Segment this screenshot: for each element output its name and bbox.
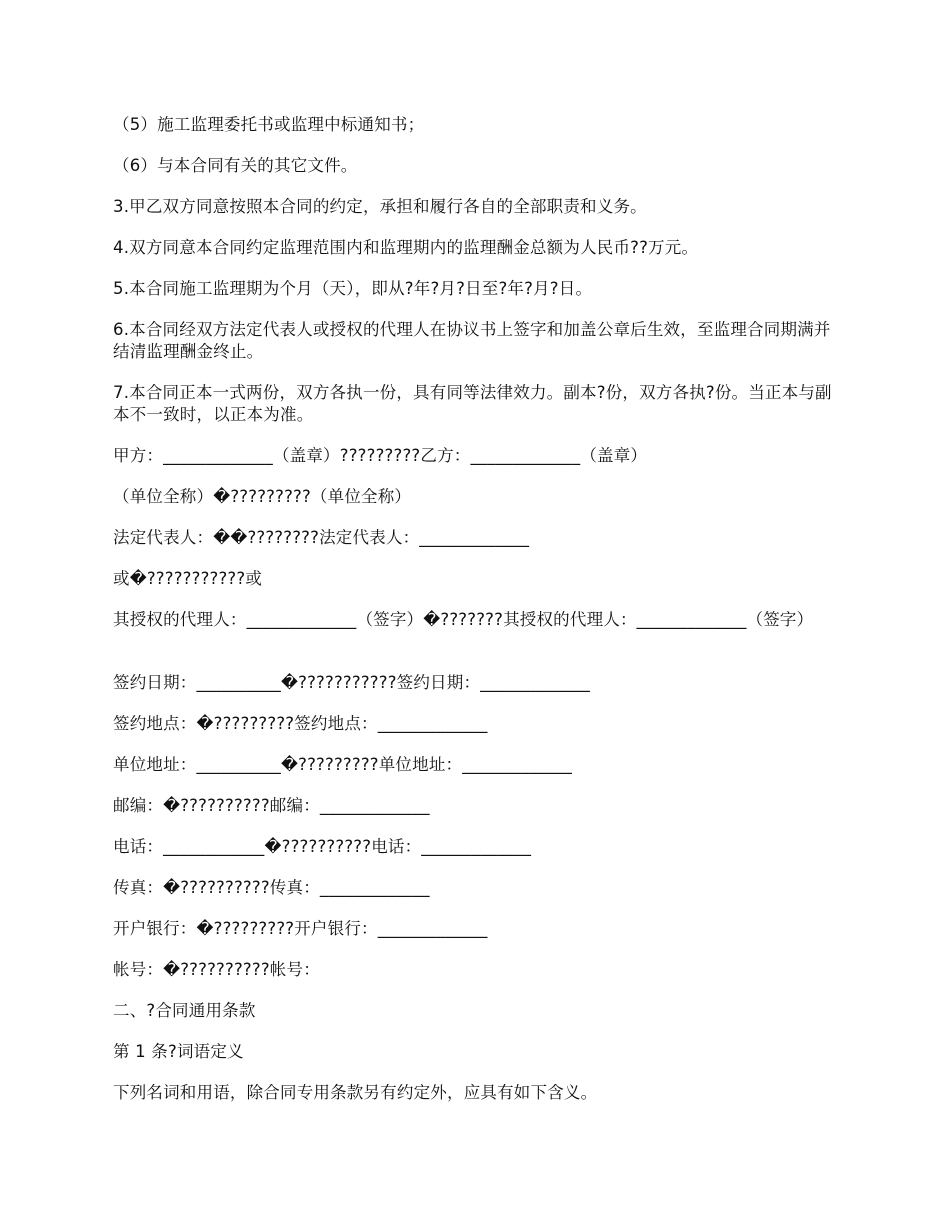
bank-row: 开户银行：�?????????开户银行：_____________ xyxy=(113,919,488,938)
fax-row: 传真：�??????????传真：_____________ xyxy=(113,878,430,897)
account-row: 帐号：�??????????帐号： xyxy=(113,960,320,979)
signature-or-row: 或�???????????或 xyxy=(113,569,263,588)
text-line-attachment-5: （5）施工监理委托书或监理中标通知书； xyxy=(113,115,425,134)
address-row: 单位地址：__________�?????????单位地址：_____________ xyxy=(113,755,573,774)
signature-party-row: 甲方：_____________（盖章）?????????乙方：_____________（盖章） xyxy=(113,446,648,465)
postcode-row: 邮编：�??????????邮编：_____________ xyxy=(113,796,430,815)
definitions-intro: 下列名词和用语，除合同专用条款另有约定外，应具有如下含义。 xyxy=(113,1083,598,1102)
signature-legal-rep-row: 法定代表人：��????????法定代表人：_____________ xyxy=(113,528,530,547)
signature-agent-row: 其授权的代理人：_____________（签字）�???????其授权的代理人：_____________（签字） xyxy=(113,610,814,629)
text-line-attachment-6: （6）与本合同有关的其它文件。 xyxy=(113,156,358,175)
article-1-heading: 第 1 条?词语定义 xyxy=(113,1042,244,1061)
phone-row: 电话：____________�??????????电话：_____________ xyxy=(113,837,532,856)
clause-5: 5.本合同施工监理期为个月（天），即从?年?月?日至?年?月?日。 xyxy=(113,279,593,298)
clause-4: 4.双方同意本合同约定监理范围内和监理期内的监理酬金总额为人民币??万元。 xyxy=(113,238,699,257)
section-heading-general-terms: 二、?合同通用条款 xyxy=(113,1001,256,1020)
clause-3: 3.甲乙双方同意按照本合同的约定，承担和履行各自的全部职责和义务。 xyxy=(113,197,647,216)
signature-place-row: 签约地点：�?????????签约地点：_____________ xyxy=(113,714,488,733)
signature-unit-name-row: （单位全称）�?????????（单位全称） xyxy=(113,487,412,506)
clause-6: 6.本合同经双方法定代表人或授权的代理人在协议书上签字和加盖公章后生效，至监理合同期满并结清监理酬金终止。 xyxy=(113,320,831,361)
signature-date-row: 签约日期：__________�???????????签约日期：_____________ xyxy=(113,673,591,692)
clause-7: 7.本合同正本一式两份，双方各执一份，具有同等法律效力。副本?份，双方各执?份。当正本与副本不一致时，以正本为准。 xyxy=(113,383,832,424)
